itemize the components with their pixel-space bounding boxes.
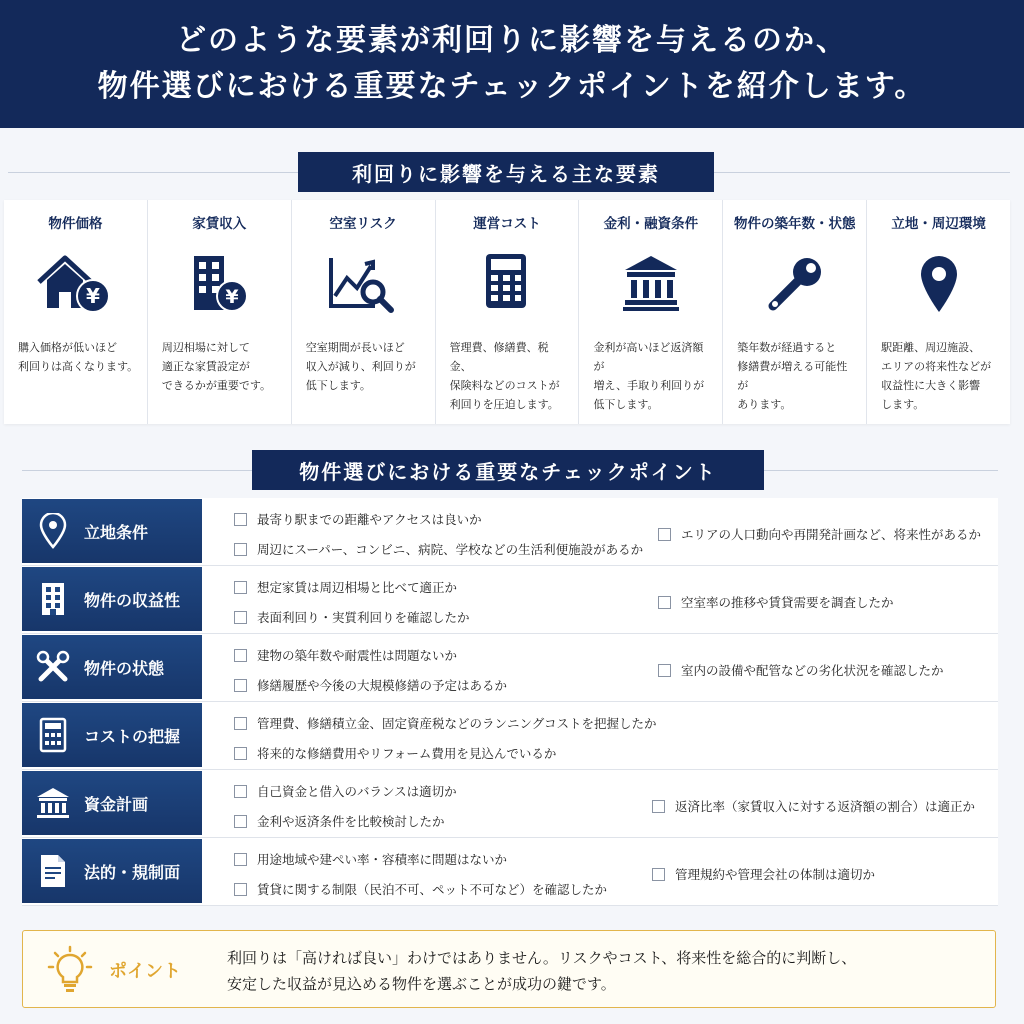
checks-section-title: 物件選びにおける重要なチェックポイント [252, 450, 764, 490]
check-item[interactable]: 修繕履歴や今後の大規模修繕の予定はあるか [234, 676, 507, 694]
checkbox[interactable] [234, 679, 247, 692]
category-label: 物件の状態 [84, 658, 165, 678]
check-item[interactable]: 室内の設備や配管などの劣化状況を確認したか [658, 661, 944, 679]
category-cell [22, 703, 202, 767]
lightbulb-icon [45, 945, 95, 999]
point-callout [22, 930, 996, 1008]
checkbox[interactable] [234, 747, 247, 760]
check-item[interactable]: 管理規約や管理会社の体制は適切か [652, 865, 875, 883]
chart-search-icon [292, 252, 435, 316]
category-cell [22, 499, 202, 563]
check-item[interactable]: 想定家賃は周辺相場と比べて適正か [234, 578, 457, 596]
svg-text:¥: ¥ [86, 284, 101, 308]
factors-section-header [0, 152, 1024, 192]
factor-desc: 周辺相場に対して 適正な家賃設定が できるかが重要です。 [161, 341, 271, 392]
divider [714, 172, 1010, 173]
check-item[interactable]: 最寄り駅までの距離やアクセスは良いか [234, 510, 482, 528]
factor-title: 物件の築年数・状態 [733, 216, 856, 232]
check-item[interactable]: 建物の築年数や耐震性は問題ないか [234, 646, 457, 664]
checkbox[interactable] [234, 853, 247, 866]
category-cell [22, 771, 202, 835]
category-label: 資金計画 [84, 794, 149, 814]
bank-icon [22, 786, 84, 820]
checkbox[interactable] [652, 800, 665, 813]
check-item[interactable]: エリアの人口動向や再開発計画など、将来性があるか [658, 525, 981, 543]
category-cell [22, 635, 202, 699]
divider [22, 470, 252, 471]
checklist-row-finance [22, 770, 998, 838]
category-label: 法的・規制面 [84, 862, 181, 882]
checkbox[interactable] [234, 785, 247, 798]
category-cell [22, 567, 202, 631]
category-label: コストの把握 [84, 726, 181, 746]
factor-title: 家賃収入 [192, 216, 247, 232]
category-label: 物件の収益性 [84, 590, 181, 610]
check-item[interactable]: 周辺にスーパー、コンビニ、病院、学校などの生活利便施設があるか [234, 540, 643, 558]
header-line-1: どのような要素が利回りに影響を与えるのか、 [176, 23, 848, 58]
checkbox[interactable] [658, 528, 671, 541]
check-item[interactable]: 自己資金と借入のバランスは適切か [234, 782, 457, 800]
factor-desc: 築年数が経過すると 修繕費が増える可能性が あります。 [737, 341, 848, 411]
checkbox[interactable] [658, 664, 671, 677]
check-item[interactable]: 将来的な修繕費用やリフォーム費用を見込んでいるか [234, 744, 556, 762]
check-item[interactable]: 空室率の推移や賃貸需要を調査したか [658, 593, 894, 611]
factor-title: 立地・周辺環境 [891, 216, 986, 232]
checkbox[interactable] [234, 649, 247, 662]
checklist-row-location [22, 498, 998, 566]
factors-panel [4, 200, 1010, 424]
checks-section-header [0, 450, 1024, 490]
factor-desc: 駅距離、周辺施設、 エリアの将来性などが 収益性に大きく影響 します。 [881, 341, 992, 411]
category-label: 立地条件 [84, 522, 149, 542]
document-icon [22, 853, 84, 889]
factor-location [867, 200, 1010, 424]
point-label: ポイント [109, 961, 181, 982]
category-cell [22, 839, 202, 903]
checkbox[interactable] [652, 868, 665, 881]
factor-title: 物件価格 [48, 216, 103, 232]
checkbox[interactable] [234, 581, 247, 594]
check-item[interactable]: 用途地域や建ぺい率・容積率に問題はないか [234, 850, 507, 868]
header-line-2: 物件選びにおける重要なチェックポイントを紹介します。 [97, 69, 927, 104]
check-item[interactable]: 賃貸に関する制限（民泊不可、ペット不可など）を確認したか [234, 880, 607, 898]
checklist-row-legal [22, 838, 998, 906]
factor-rental-income [148, 200, 292, 424]
page-header [0, 0, 1024, 128]
svg-text:¥: ¥ [225, 286, 239, 308]
check-item[interactable]: 管理費、修繕積立金、固定資産税などのランニングコストを把握したか [234, 714, 657, 732]
point-text: 利回りは「高ければ良い」わけではありません。リスクやコスト、将来性を総合的に判断し、 安定した収益が見込める物件を選ぶことが成功の鍵です。 [227, 949, 857, 993]
factor-desc: 購入価格が低いほど 利回りは高くなります。 [18, 341, 139, 373]
check-item[interactable]: 金利や返済条件を比較検討したか [234, 812, 445, 830]
tools-icon [22, 650, 84, 684]
divider [764, 470, 998, 471]
checklist-row-profitability [22, 566, 998, 634]
factor-vacancy-risk [292, 200, 436, 424]
checklist-row-cost [22, 702, 998, 770]
factor-interest-loan [579, 200, 723, 424]
factor-building-age [723, 200, 867, 424]
house-yen-icon [4, 252, 147, 316]
factor-title: 空室リスク [329, 216, 397, 232]
factor-desc: 金利が高いほど返済額が 増え、手取り利回りが 低下します。 [593, 341, 705, 411]
factors-section-title: 利回りに影響を与える主な要素 [298, 152, 714, 192]
checklist-row-condition [22, 634, 998, 702]
wrench-icon [723, 252, 866, 316]
checkbox[interactable] [234, 717, 247, 730]
building-icon [22, 581, 84, 617]
checkbox[interactable] [658, 596, 671, 609]
location-icon [22, 513, 84, 549]
check-item[interactable]: 表面利回り・実質利回りを確認したか [234, 608, 470, 626]
divider [8, 172, 298, 173]
factor-title: 運営コスト [473, 216, 541, 232]
checkbox[interactable] [234, 883, 247, 896]
checkbox[interactable] [234, 513, 247, 526]
map-pin-icon [867, 252, 1010, 316]
bank-icon [579, 252, 722, 316]
building-yen-icon [148, 252, 291, 316]
checklist-table [22, 498, 998, 906]
factor-property-price [4, 200, 148, 424]
checkbox[interactable] [234, 543, 247, 556]
checkbox[interactable] [234, 611, 247, 624]
calculator-icon [22, 717, 84, 753]
factor-desc: 管理費、修繕費、税金、 保険料などのコストが 利回りを圧迫します。 [449, 341, 560, 411]
calculator-icon [436, 252, 579, 316]
factor-title: 金利・融資条件 [603, 216, 699, 232]
factor-desc: 空室期間が長いほど 収入が減り、利回りが 低下します。 [305, 341, 416, 392]
checkbox[interactable] [234, 815, 247, 828]
factor-operating-cost [436, 200, 580, 424]
check-item[interactable]: 返済比率（家賃収入に対する返済額の割合）は適正か [652, 797, 975, 815]
